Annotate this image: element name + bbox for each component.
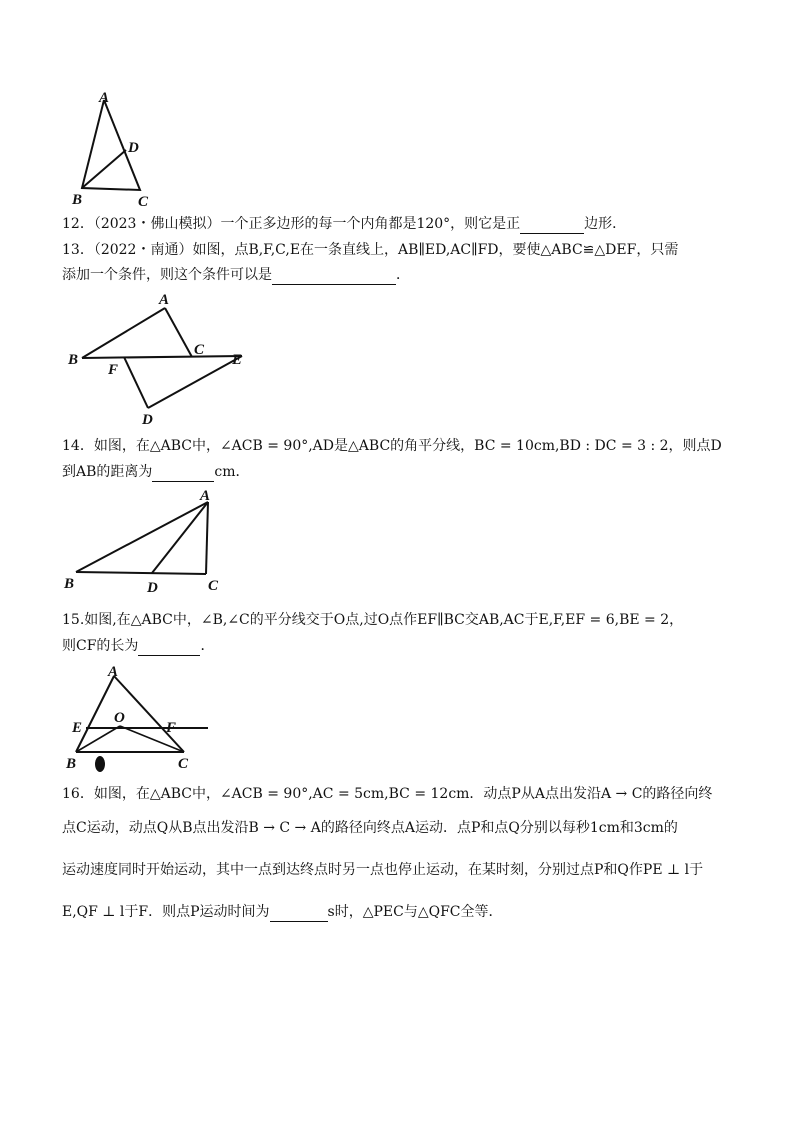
question-14-line-1: 14．如图，在△ABC中，∠ACB = 90°,AD是△ABC的角平分线，BC = 10cm,BD : DC = 3 : 2，则点D [62, 438, 722, 454]
label-B: B [64, 576, 75, 592]
label-E: E [72, 720, 83, 736]
label-F: F [166, 720, 177, 736]
label-C: C [178, 756, 189, 772]
question-16-line-1: 16．如图，在△ABC中，∠ACB = 90°,AC = 5cm,BC = 12cm．动点P从A点出发沿A → C的路径向终 [62, 786, 713, 802]
figure-q13 [62, 290, 262, 430]
label-D: D [147, 580, 158, 596]
label-D: D [128, 140, 139, 156]
label-D: D [142, 412, 153, 428]
figure-q11 [62, 88, 162, 208]
label-C: C [208, 578, 219, 594]
label-B: B [72, 192, 83, 208]
question-13-line-1: 13．（2022・南通）如图，点B,F,C,E在一条直线上，AB∥ED,AC∥FD，要使△ABC≌△DEF，只需 [62, 242, 679, 258]
label-C: C [194, 342, 205, 358]
label-B: B [66, 756, 77, 772]
ink-smudge [95, 756, 105, 772]
question-13-line-2: 添加一个条件，则这个条件可以是 ． [62, 267, 410, 283]
label-A: A [200, 488, 211, 504]
label-E: E [232, 352, 243, 368]
question-15-line-1: 15.如图,在△ABC中，∠B,∠C的平分线交于O点,过O点作EF∥BC交AB,AC于E,F,EF = 6,BE = 2， [62, 612, 684, 628]
question-14-line-2: 到AB的距离为 cm． [62, 464, 250, 480]
figure-q15 [62, 660, 212, 778]
label-F: F [108, 362, 119, 378]
question-16-line-4: E,QF ⊥ l于F．则点P运动时间为 s时，△PEC与△QFC全等． [62, 904, 503, 920]
question-16-line-3: 运动速度同时开始运动，其中一点到达终点时另一点也停止运动，在某时刻，分别过点P和Q作PE ⊥ l于 [62, 862, 704, 878]
label-B: B [68, 352, 79, 368]
label-A: A [108, 664, 119, 680]
label-A: A [99, 90, 110, 106]
question-16-line-2: 点C运动，动点Q从B点出发沿B → C → A的路径向终点A运动．点P和点Q分别以每秒1cm和3cm的 [62, 820, 678, 836]
figure-q14 [62, 488, 242, 596]
label-C: C [138, 194, 149, 208]
label-O: O [114, 710, 125, 726]
question-15-line-2: 则CF的长为 ． [62, 638, 215, 654]
question-12: 12．（2023・佛山模拟）一个正多边形的每一个内角都是120°，则它是正 边形． [62, 216, 627, 232]
label-A: A [159, 292, 170, 308]
